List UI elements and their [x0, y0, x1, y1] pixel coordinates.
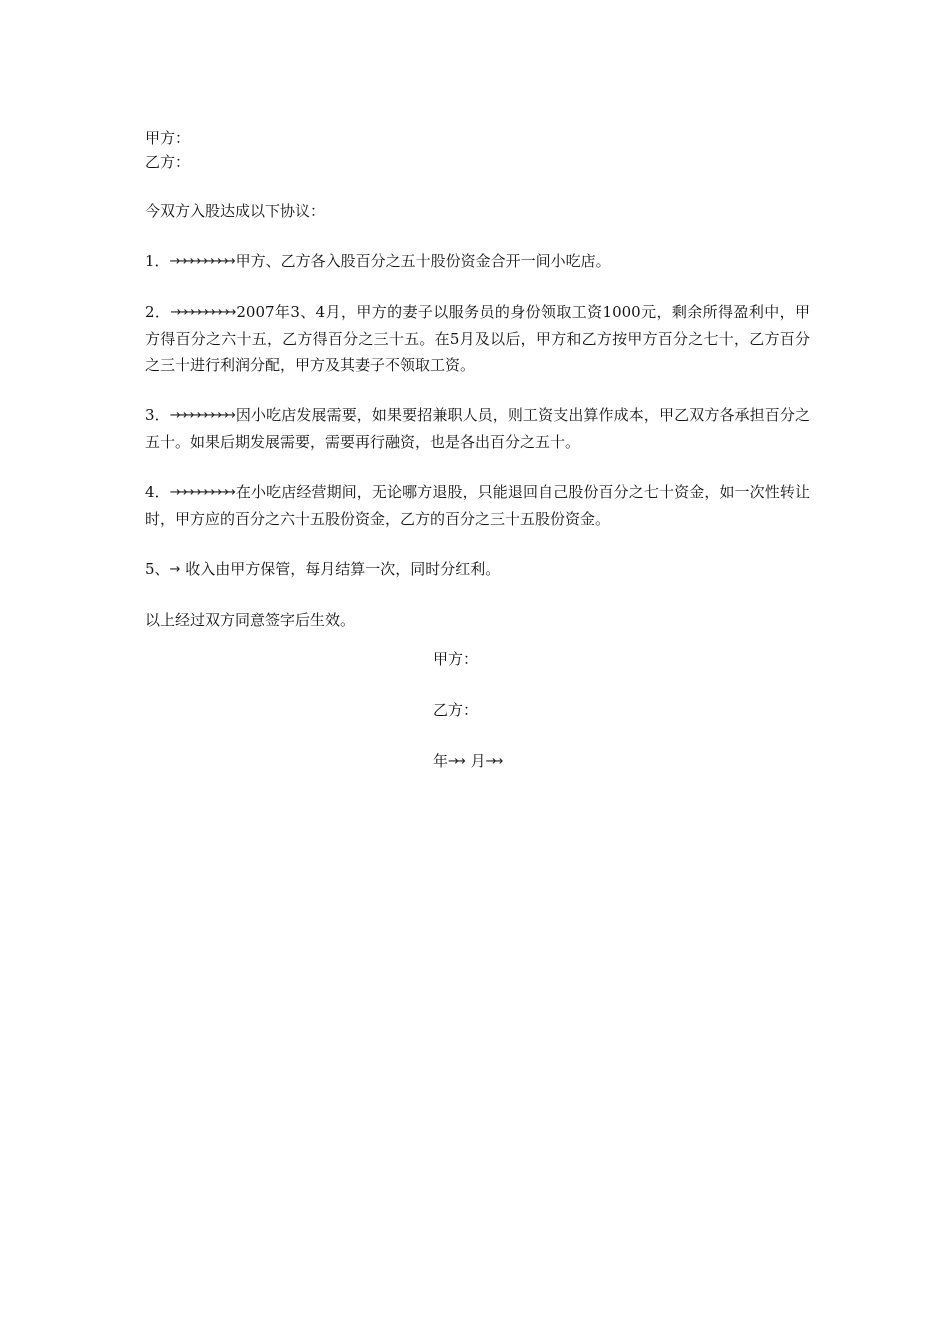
- signature-party-a: 甲方：: [433, 650, 479, 668]
- clause-number: 3．: [145, 406, 170, 424]
- month-label: 月: [465, 752, 486, 770]
- tab-arrows-icon: →→: [485, 754, 500, 769]
- header-party-a: 甲方：: [145, 129, 191, 147]
- clause-2: [145, 299, 810, 378]
- tab-arrows-icon: →→→→→→→→→: [170, 305, 233, 320]
- document-body: [145, 126, 810, 633]
- year-label: 年: [433, 752, 449, 770]
- clause-4: [145, 479, 810, 532]
- signature-block: [433, 646, 733, 799]
- clause-text: 2007年3、4月，甲方的妻子以服务员的身份领取工资1000元，剩余所得盈利中，甲方得百分之六十五，乙方得百分之三十五。在5月及以后，甲方和乙方按甲方百分之七十，乙方百分之三十进行利润分配，甲方及其妻子不领取工资。: [145, 303, 810, 374]
- clause-1: [145, 248, 810, 275]
- clause-text: 因小吃店发展需要，如果要招兼职人员，则工资支出算作成本，甲乙双方各承担百分之五十。如果后期发展需要，需要再行融资，也是各出百分之五十。: [145, 406, 810, 451]
- clause-number: 4．: [145, 483, 170, 501]
- header-party-b: 乙方：: [145, 153, 191, 171]
- clause-text: 收入由甲方保管，每月结算一次，同时分红利。: [180, 560, 501, 578]
- clause-5: [145, 556, 810, 583]
- signature-party-b: 乙方：: [433, 701, 479, 719]
- tab-arrows-icon: →→→→→→→→→: [169, 485, 232, 500]
- clause-number: 5、: [145, 560, 170, 578]
- clause-3: [145, 402, 810, 455]
- signature-date: [433, 748, 733, 774]
- clause-text: 甲方、乙方各入股百分之五十股份资金合开一间小吃店。: [235, 252, 611, 270]
- tab-arrows-icon: →→→→→→→→→: [169, 408, 232, 423]
- tab-arrows-icon: →→: [448, 754, 462, 769]
- tab-arrows-icon: →: [169, 562, 177, 577]
- clause-text: 在小吃店经营期间，无论哪方退股，只能退回自己股份百分之七十资金，如一次性转让时，甲方应的百分之六十五股份资金，乙方的百分之三十五股份资金。: [145, 483, 810, 528]
- clause-number: 2．: [145, 303, 171, 321]
- tab-arrows-icon: →→→→→→→→→: [169, 254, 232, 269]
- closing-paragraph: 以上经过双方同意签字后生效。: [145, 611, 356, 629]
- intro-paragraph: 今双方入股达成以下协议：: [145, 202, 326, 220]
- clause-number: 1．: [145, 252, 170, 270]
